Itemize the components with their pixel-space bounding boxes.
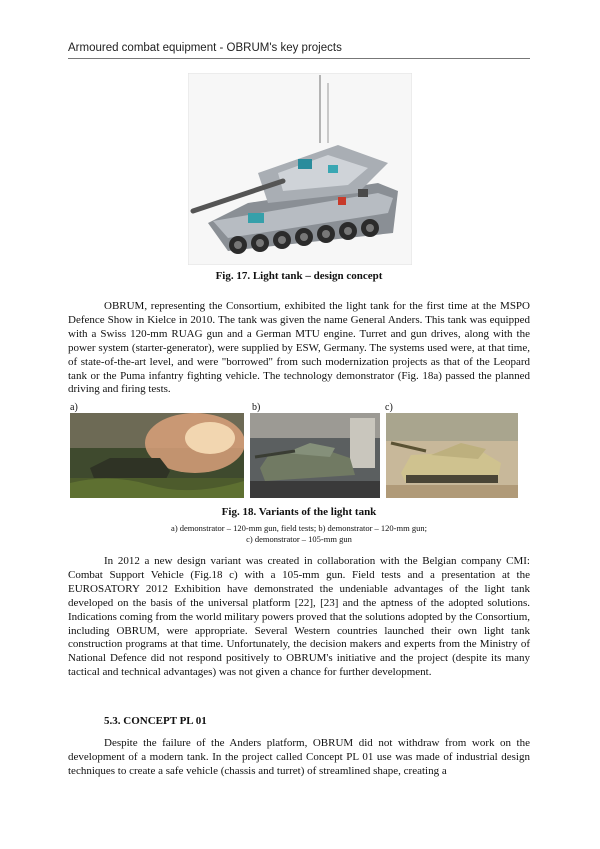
figure-18c-photo (386, 413, 518, 498)
figure-18-label-b: b) (252, 402, 261, 413)
figure-17-tank-render (188, 73, 412, 265)
figure-18a-photo (70, 413, 244, 498)
running-header: Armoured combat equipment - OBRUM's key projects (68, 42, 342, 54)
figure-18-caption: Fig. 18. Variants of the light tank (221, 506, 377, 518)
figure-18-subcaption (68, 523, 530, 545)
figure-18-subcaption-line-1: a) demonstrator – 120-mm gun, field tests; b) demonstrator – 120-mm gun; (171, 523, 427, 533)
header-rule (68, 58, 530, 59)
paragraph-1: OBRUM, representing the Consortium, exhibited the light tank for the first time at the MSPO Defence Show in Kielce in 2010. The tank was given the name General Anders. This tank was equipped with a Swiss 120-mm RUAG gun and a German MTU engine. Turret and gun drives, along with the power system (starter-generator), were supplied by ESW, Germany. The systems used were, at that time, of state-of-the-art level, and were "borrowed" from such modernization projects as that of the Leopard tank or the Puma infantry fighting vehicle. The technology demonstrator (Fig. 18a) passed the planned driving and firing tests. (68, 300, 530, 396)
paragraph-3: Despite the failure of the Anders platform, OBRUM did not withdraw from work on the development of a modern tank. In the project called Concept PL 01 use was made of industrial design techniques to create a safe vehicle (chassis and turret) of streamlined shape, creating a (68, 737, 530, 777)
figure-18-subcaption-line-2: c) demonstrator – 105-mm gun (246, 534, 352, 544)
section-heading: 5.3. CONCEPT PL 01 (104, 715, 207, 727)
figure-17-caption: Fig. 17. Light tank – design concept (215, 270, 383, 282)
figure-18-label-c: c) (385, 402, 393, 413)
figure-18-label-a: a) (70, 402, 78, 413)
paragraph-2: In 2012 a new design variant was created in collaboration with the Belgian company CMI: Combat Support Vehicle (Fig.18 c) with a 105-mm gun. Field tests and a presentation at the EUROSATORY 2012 Exhibition have demonstrated the undeniable advantages of the light tank developed on the basis of the universal platform [22], [23] and the aptness of the adopted solutions. Indications coming from the world military powers proved that the solutions adopted by the Consortium, including OBRUM, were appropriate. Several Western countries launched their own light tank construction programs at that time. Unfortunately, the decision makers and experts from the Ministry of National Defence did not respond positively to OBRUM's initiative and the project (despite its many tactical and technical advantages) was not given a chance for further development. (68, 555, 530, 679)
figure-18b-photo (250, 413, 380, 498)
